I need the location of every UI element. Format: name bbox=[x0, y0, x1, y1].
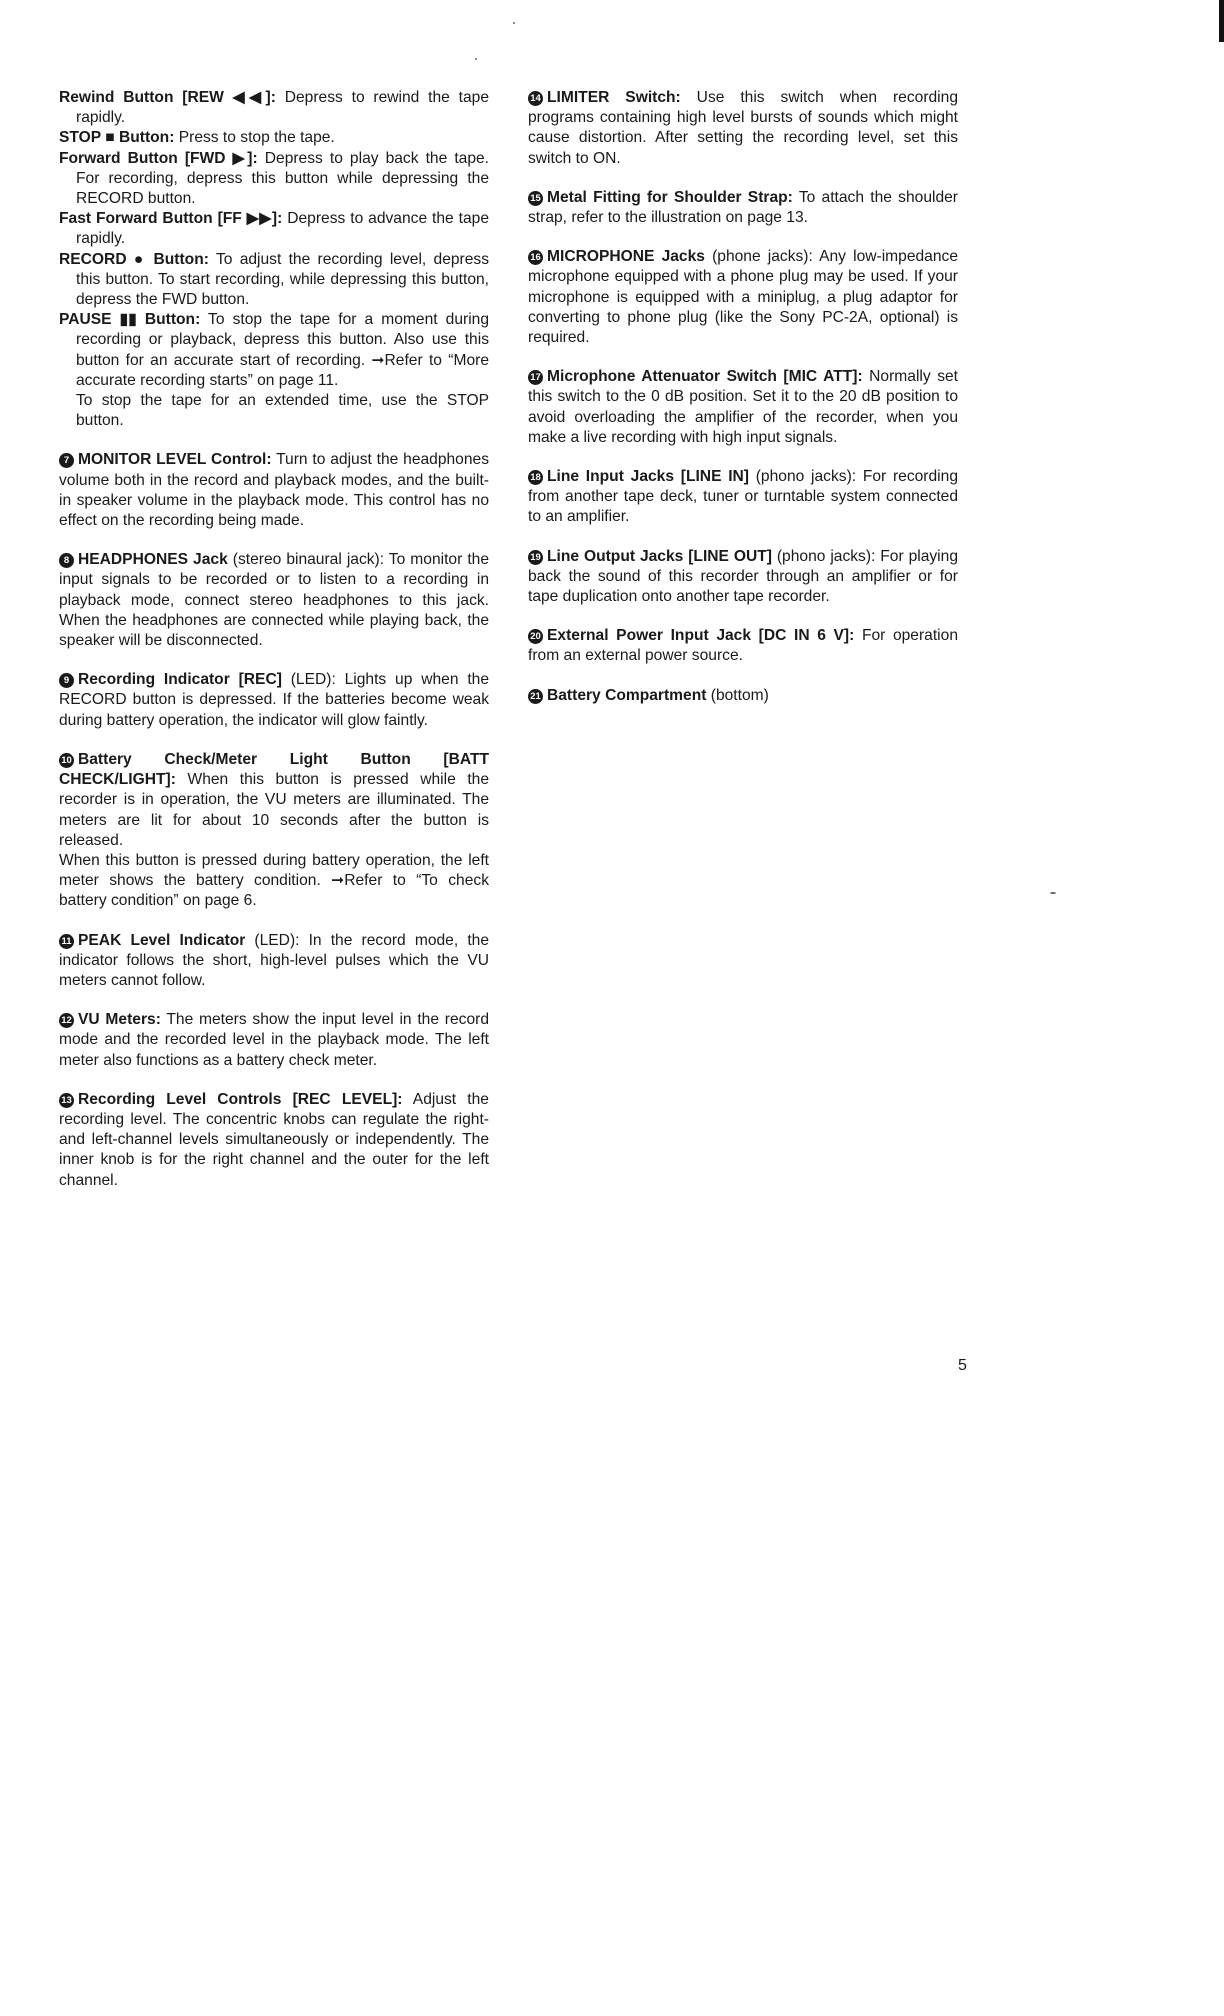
item-7: 7 MONITOR LEVEL Control: Turn to adjust the headphones volume both in the record and playback modes, and the built-in speaker volume in the playback mode. This control has no effect on the recording being made. bbox=[59, 451, 489, 530]
left-column bbox=[59, 88, 489, 1210]
item-21: 21 Battery Compartment (bottom) bbox=[528, 686, 958, 706]
control-entry: PAUSE ▮▮ Button: To stop the tape for a moment during recording or playback, depress this button. Also use this button for an accurate start of recording. ➞Refer to “More accurate recording starts” on page 11. bbox=[59, 311, 490, 389]
item-14: 14 LIMITER Switch: Use this switch when recording programs containing high level bursts of sounds which might cause distortion. After setting the recording level, set this switch to ON. bbox=[528, 89, 958, 167]
number-badge: 18 bbox=[528, 470, 543, 485]
control-entry: RECORD ● Button: To adjust the recording level, depress this button. To start recording, while depressing this button, depress the FWD button. bbox=[59, 250, 489, 309]
scan-speck bbox=[475, 58, 477, 60]
right-column bbox=[528, 88, 958, 725]
item-15: 15 Metal Fitting for Shoulder Strap: To attach the shoulder strap, refer to the illustration on page 13. bbox=[528, 188, 958, 227]
number-badge: 14 bbox=[528, 91, 543, 106]
number-badge: 9 bbox=[59, 673, 74, 688]
page-number: 5 bbox=[958, 1357, 967, 1374]
number-badge: 10 bbox=[59, 753, 74, 768]
control-entry: Fast Forward Button [FF ▶▶]: Depress to advance the tape rapidly. bbox=[59, 210, 489, 248]
number-badge: 19 bbox=[528, 550, 543, 565]
number-badge: 20 bbox=[528, 629, 543, 644]
scan-edge-mark bbox=[1219, 0, 1224, 42]
item-12: 12 VU Meters: The meters show the input level in the record mode and the recorded level in the playback mode. The left meter also functions as a battery check meter. bbox=[59, 1011, 489, 1069]
number-badge: 13 bbox=[59, 1093, 74, 1108]
control-entry: Rewind Button [REW ◀◀]: Depress to rewind the tape rapidly. bbox=[59, 89, 489, 127]
item-10-extra: When this button is pressed during battery operation, the left meter shows the battery condition. ➞Refer to “To check battery condition” on page 6. bbox=[59, 851, 489, 910]
number-badge: 17 bbox=[528, 370, 543, 385]
control-entry: Forward Button [FWD ▶]: Depress to play back the tape. For recording, depress this button while depressing the RECORD button. bbox=[59, 149, 489, 208]
pause-note: To stop the tape for an extended time, use the STOP button. bbox=[76, 392, 489, 430]
item-10: 10 Battery Check/Meter Light Button [BATT CHECK/LIGHT]: When this button is pressed while the recorder is in operation, the VU meters are illuminated. The meters are lit for about 10 seconds after the button is released. bbox=[59, 750, 489, 849]
scan-speck bbox=[1050, 892, 1056, 894]
number-badge: 8 bbox=[59, 553, 74, 568]
item-13: 13 Recording Level Controls [REC LEVEL]: Adjust the recording level. The concentric knobs can regulate the right- and left-channel levels simultaneously or independently. The inner knob is for the right channel and the outer for the left channel. bbox=[59, 1090, 489, 1189]
item-11: 11 PEAK Level Indicator (LED): In the record mode, the indicator follows the short, high-level pulses which the VU meters cannot follow. bbox=[59, 931, 489, 989]
number-badge: 16 bbox=[528, 250, 543, 265]
item-9: 9 Recording Indicator [REC] (LED): Lights up when the RECORD button is depressed. If the batteries become weak during battery operation, the indicator will glow faintly. bbox=[59, 671, 489, 729]
control-entry: STOP ■ Button: Press to stop the tape. bbox=[59, 129, 335, 147]
item-19: 19 Line Output Jacks [LINE OUT] (phono jacks): For playing back the sound of this recorder through an amplifier or for tape duplication onto another tape recorder. bbox=[528, 547, 958, 606]
number-badge: 12 bbox=[59, 1013, 74, 1028]
number-badge: 11 bbox=[59, 934, 74, 949]
number-badge: 15 bbox=[528, 191, 543, 206]
item-16: 16 MICROPHONE Jacks (phone jacks): Any low-impedance microphone equipped with a phone plug may be used. If your microphone is equipped with a miniplug, a plug adaptor for converting to phone plug (like the Sony PC-2A, optional) is required. bbox=[528, 248, 958, 347]
scan-speck bbox=[513, 22, 515, 24]
item-8: 8 HEADPHONES Jack (stereo binaural jack): To monitor the input signals to be recorded or to listen to a recording in playback mode, connect stereo headphones to this jack. When the headphones are connected while playing back, the speaker will be disconnected. bbox=[59, 551, 489, 650]
number-badge: 21 bbox=[528, 689, 543, 704]
item-20: 20 External Power Input Jack [DC IN 6 V]: For operation from an external power source. bbox=[528, 627, 958, 665]
item-17: 17 Microphone Attenuator Switch [MIC ATT]: Normally set this switch to the 0 dB position. Set it to the 20 dB position to avoid overloading the amplifier of the recorder, when you make a live recording with high input signals. bbox=[528, 368, 958, 446]
item-18: 18 Line Input Jacks [LINE IN] (phono jacks): For recording from another tape deck, tuner or turntable system connected to an amplifier. bbox=[528, 468, 958, 526]
number-badge: 7 bbox=[59, 453, 74, 468]
